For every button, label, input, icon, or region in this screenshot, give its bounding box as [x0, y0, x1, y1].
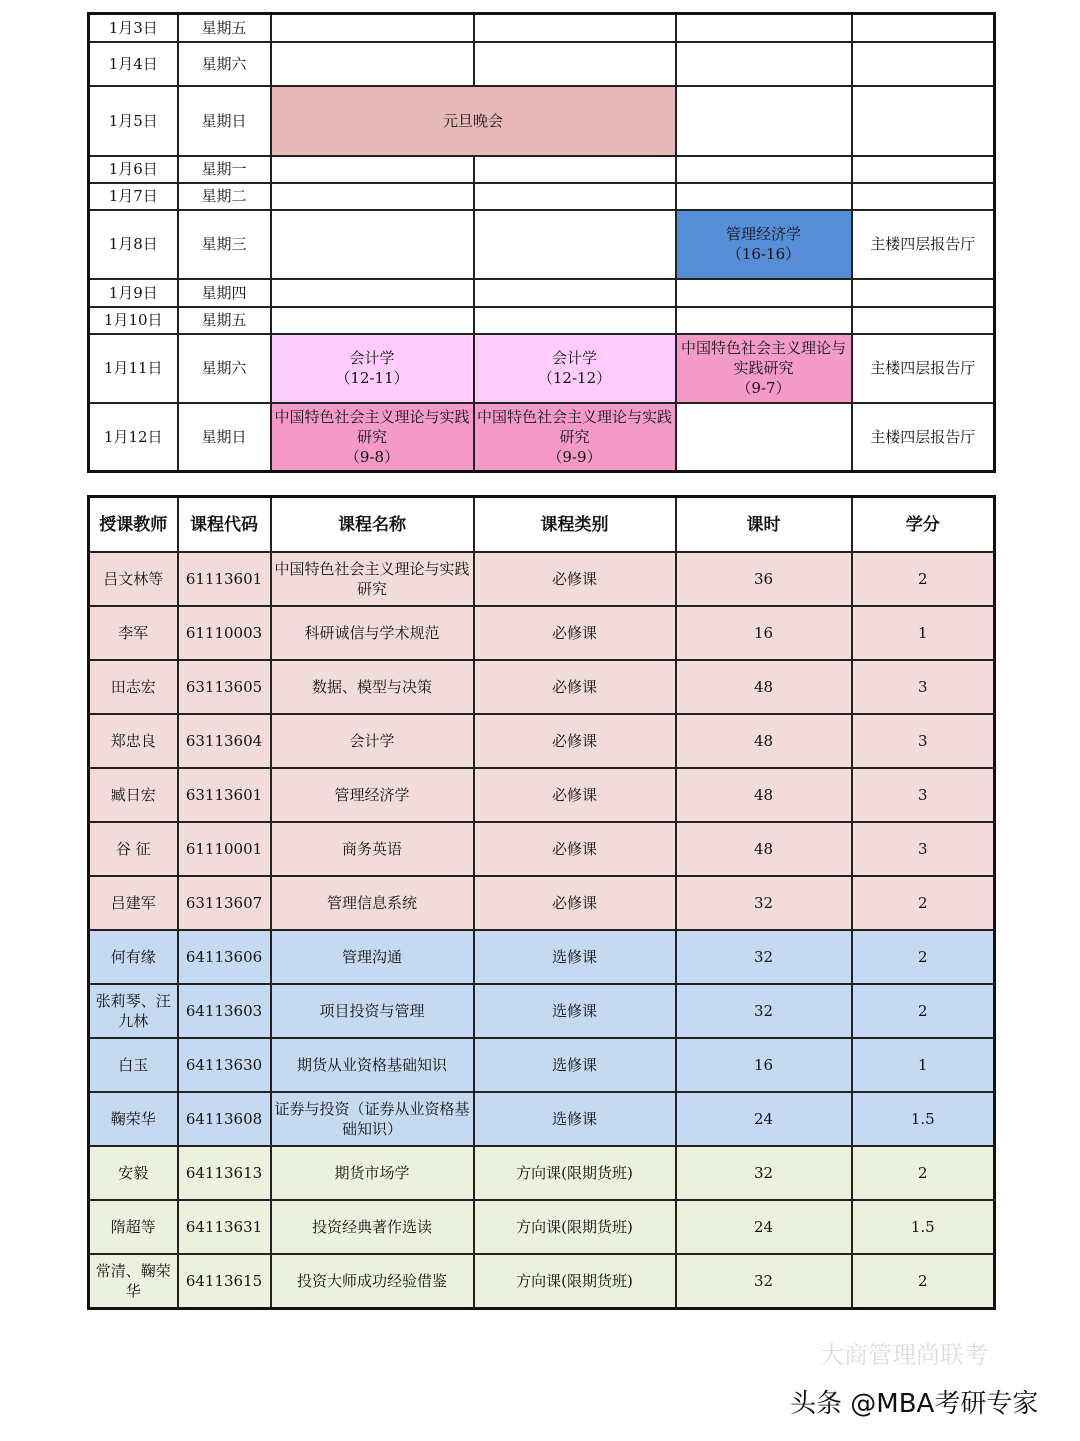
- session-1-cell-session: （12-11）: [335, 369, 409, 387]
- code-cell: 64113606: [178, 930, 271, 984]
- teacher-cell: 隋超等: [89, 1200, 178, 1254]
- teacher-cell: 张莉琴、汪九林: [89, 984, 178, 1038]
- category-cell: 选修课: [474, 984, 676, 1038]
- room-cell: [852, 334, 995, 403]
- date-cell: [89, 183, 178, 210]
- hours-cell: 24: [676, 1092, 852, 1146]
- course-name-cell: 期货从业资格基础知识: [271, 1038, 474, 1092]
- room-cell-text: 主楼四层报告厅: [870, 235, 976, 253]
- session-3-cell: [676, 279, 852, 307]
- hours-cell: 32: [676, 876, 852, 930]
- weekday-cell-text: 星期日: [201, 111, 247, 130]
- session-2-cell-text: 中国特色社会主义理论与实践研究: [476, 407, 672, 446]
- course-name-cell: 管理沟通: [271, 930, 474, 984]
- credits-cell: 3: [852, 714, 995, 768]
- schedule-row: [89, 14, 995, 42]
- session-2-cell-session: （12-12）: [537, 369, 612, 387]
- session-3-cell: [676, 14, 852, 42]
- credits-cell: 2: [852, 984, 995, 1038]
- teacher-cell: 谷 征: [89, 822, 178, 876]
- session-2-cell: [474, 42, 676, 86]
- weekday-cell: [178, 334, 271, 403]
- schedule-row: [89, 183, 995, 210]
- room-cell-text: 主楼四层报告厅: [870, 427, 976, 446]
- hours-cell: 16: [676, 606, 852, 660]
- session-1-cell-text: 会计学: [349, 349, 395, 367]
- session-1-cell: [271, 14, 474, 42]
- category-cell: 方向课(限期货班): [474, 1146, 676, 1200]
- category-cell: 必修课: [474, 768, 676, 822]
- session-1-cell: [271, 210, 474, 279]
- table-row: [89, 822, 995, 876]
- course-name-cell: 中国特色社会主义理论与实践研究: [271, 552, 474, 606]
- session-1-cell: [271, 42, 474, 86]
- weekday-cell-text: 星期六: [201, 359, 247, 377]
- hours-cell: 16: [676, 1038, 852, 1092]
- schedule-row: [89, 42, 995, 86]
- code-cell: 64113608: [178, 1092, 271, 1146]
- weekday-cell-text: 星期五: [201, 311, 247, 329]
- schedule-row: [89, 156, 995, 183]
- category-cell: 必修课: [474, 552, 676, 606]
- column-header: 授课教师: [89, 497, 178, 553]
- room-cell: [852, 279, 995, 307]
- credits-cell: 1.5: [852, 1092, 995, 1146]
- course-name-cell: 科研诚信与学术规范: [271, 606, 474, 660]
- hours-cell: 24: [676, 1200, 852, 1254]
- category-cell: 必修课: [474, 822, 676, 876]
- date-cell: [89, 86, 178, 156]
- category-cell: 必修课: [474, 660, 676, 714]
- session-3-cell-text: 中国特色社会主义理论与实践研究: [680, 339, 846, 377]
- schedule-row: [89, 86, 995, 156]
- date-cell: [89, 14, 178, 42]
- code-cell: 64113630: [178, 1038, 271, 1092]
- date-cell-text: 1月5日: [108, 111, 158, 130]
- hours-cell: 32: [676, 1254, 852, 1309]
- credits-cell: 2: [852, 876, 995, 930]
- code-cell: 63113607: [178, 876, 271, 930]
- date-cell-text: 1月4日: [108, 54, 158, 73]
- code-cell: 64113613: [178, 1146, 271, 1200]
- date-cell-text: 1月12日: [103, 427, 163, 446]
- course-name-cell: 期货市场学: [271, 1146, 474, 1200]
- room-cell: [852, 156, 995, 183]
- date-cell-text: 1月9日: [108, 283, 158, 302]
- room-cell: [852, 86, 995, 156]
- date-cell: [89, 156, 178, 183]
- room-cell: [852, 403, 995, 472]
- category-cell: 选修课: [474, 930, 676, 984]
- weekday-cell-text: 星期六: [201, 54, 247, 73]
- session-1-cell: [271, 156, 474, 183]
- session-1-cell: [271, 279, 474, 307]
- hours-cell: 32: [676, 930, 852, 984]
- event-cell-text: 元旦晚会: [442, 111, 503, 130]
- course-name-cell: 投资大师成功经验借鉴: [271, 1254, 474, 1309]
- session-2-cell: [474, 334, 676, 403]
- hours-cell: 32: [676, 984, 852, 1038]
- room-cell: [852, 307, 995, 334]
- date-cell-text: 1月6日: [108, 160, 158, 178]
- column-header: 课时: [676, 497, 852, 553]
- weekday-cell: [178, 42, 271, 86]
- teacher-cell: 吕文林等: [89, 552, 178, 606]
- date-cell: [89, 334, 178, 403]
- header-row: [89, 497, 995, 553]
- schedule-row: [89, 307, 995, 334]
- course-name-cell: 管理信息系统: [271, 876, 474, 930]
- session-3-cell: [676, 42, 852, 86]
- table-row: [89, 1092, 995, 1146]
- weekday-cell-text: 星期二: [201, 187, 247, 205]
- credits-cell: 1: [852, 1038, 995, 1092]
- date-cell: [89, 42, 178, 86]
- course-name-cell: 项目投资与管理: [271, 984, 474, 1038]
- code-cell: 63113601: [178, 768, 271, 822]
- code-cell: 61110003: [178, 606, 271, 660]
- category-cell: 必修课: [474, 714, 676, 768]
- session-3-cell-text: 管理经济学: [725, 225, 801, 243]
- hours-cell: 48: [676, 822, 852, 876]
- session-2-cell: [474, 403, 676, 472]
- teacher-cell: 吕建军: [89, 876, 178, 930]
- room-cell: [852, 183, 995, 210]
- code-cell: 64113603: [178, 984, 271, 1038]
- session-1-cell: [271, 334, 474, 403]
- hours-cell: 32: [676, 1146, 852, 1200]
- column-header: 课程名称: [271, 497, 474, 553]
- session-2-cell: [474, 183, 676, 210]
- teacher-cell: 白玉: [89, 1038, 178, 1092]
- weekday-cell-text: 星期一: [201, 160, 247, 178]
- hours-cell: 48: [676, 768, 852, 822]
- category-cell: 方向课(限期货班): [474, 1254, 676, 1309]
- teacher-cell: 常清、鞠荣华: [89, 1254, 178, 1309]
- table-row: [89, 714, 995, 768]
- category-cell: 必修课: [474, 876, 676, 930]
- table-row: [89, 660, 995, 714]
- teacher-cell: 安毅: [89, 1146, 178, 1200]
- session-1-cell-text: 中国特色社会主义理论与实践研究: [274, 407, 470, 446]
- credits-cell: 2: [852, 1254, 995, 1309]
- table-row: [89, 1146, 995, 1200]
- course-name-cell: 数据、模型与决策: [271, 660, 474, 714]
- teacher-cell: 何有缘: [89, 930, 178, 984]
- category-cell: 选修课: [474, 1038, 676, 1092]
- session-2-cell: [474, 210, 676, 279]
- table-row: [89, 1200, 995, 1254]
- session-1-cell: [271, 403, 474, 472]
- credits-cell: 2: [852, 930, 995, 984]
- date-cell-text: 1月7日: [108, 187, 158, 205]
- category-cell: 选修课: [474, 1092, 676, 1146]
- schedule-row: [89, 210, 995, 279]
- session-2-cell: [474, 14, 676, 42]
- weekday-cell: [178, 156, 271, 183]
- session-2-cell: [474, 279, 676, 307]
- schedule-row: [89, 334, 995, 403]
- room-cell: [852, 210, 995, 279]
- weekday-cell: [178, 403, 271, 472]
- course-table: [87, 495, 996, 1310]
- room-cell: [852, 14, 995, 42]
- table-row: [89, 876, 995, 930]
- session-3-cell-session: （16-16）: [726, 245, 801, 263]
- table-row: [89, 1038, 995, 1092]
- session-3-cell: [676, 403, 852, 472]
- session-1-cell-session: （9-8）: [344, 447, 400, 466]
- teacher-cell: 鞠荣华: [89, 1092, 178, 1146]
- credits-cell: 1: [852, 606, 995, 660]
- session-3-cell: [676, 210, 852, 279]
- schedule-row: [89, 279, 995, 307]
- code-cell: 64113631: [178, 1200, 271, 1254]
- table-row: [89, 606, 995, 660]
- course-name-cell: 证券与投资（证券从业资格基础知识）: [271, 1092, 474, 1146]
- credits-cell: 2: [852, 1146, 995, 1200]
- course-name-cell: 商务英语: [271, 822, 474, 876]
- schedule-row: [89, 403, 995, 472]
- table-row: [89, 768, 995, 822]
- session-3-cell: [676, 183, 852, 210]
- date-cell: [89, 403, 178, 472]
- code-cell: 61110001: [178, 822, 271, 876]
- weekday-cell-text: 星期日: [201, 427, 247, 446]
- code-cell: 63113605: [178, 660, 271, 714]
- weekday-cell-text: 星期五: [201, 18, 247, 37]
- table-row: [89, 1254, 995, 1309]
- room-cell-text: 主楼四层报告厅: [870, 359, 976, 377]
- session-3-cell: [676, 86, 852, 156]
- room-cell: [852, 42, 995, 86]
- weekday-cell: [178, 14, 271, 42]
- date-cell: [89, 210, 178, 279]
- session-2-cell-session: （9-9）: [547, 447, 602, 466]
- teacher-cell: 田志宏: [89, 660, 178, 714]
- date-cell-text: 1月11日: [103, 359, 163, 377]
- table-row: [89, 552, 995, 606]
- category-cell: 必修课: [474, 606, 676, 660]
- date-cell-text: 1月8日: [108, 235, 158, 253]
- credits-cell: 3: [852, 660, 995, 714]
- teacher-cell: 臧日宏: [89, 768, 178, 822]
- code-cell: 64113615: [178, 1254, 271, 1309]
- credits-cell: 3: [852, 768, 995, 822]
- session-1-cell: [271, 183, 474, 210]
- session-3-cell: [676, 334, 852, 403]
- date-cell-text: 1月10日: [103, 311, 163, 329]
- weekday-cell-text: 星期三: [201, 235, 247, 253]
- session-1-cell: [271, 307, 474, 334]
- credits-cell: 1.5: [852, 1200, 995, 1254]
- hours-cell: 48: [676, 714, 852, 768]
- teacher-cell: 郑忠良: [89, 714, 178, 768]
- course-name-cell: 投资经典著作选读: [271, 1200, 474, 1254]
- date-cell: [89, 279, 178, 307]
- hours-cell: 36: [676, 552, 852, 606]
- course-name-cell: 管理经济学: [271, 768, 474, 822]
- hours-cell: 48: [676, 660, 852, 714]
- code-cell: 63113604: [178, 714, 271, 768]
- date-cell-text: 1月3日: [108, 18, 158, 37]
- session-3-cell: [676, 307, 852, 334]
- schedule-table: [87, 12, 996, 473]
- session-2-cell: [474, 156, 676, 183]
- weekday-cell: [178, 307, 271, 334]
- event-cell: [271, 86, 676, 156]
- session-2-cell-text: 会计学: [551, 349, 597, 367]
- weekday-cell: [178, 279, 271, 307]
- date-cell: [89, 307, 178, 334]
- watermark: 头条 @MBA考研专家: [790, 1389, 1039, 1419]
- code-cell: 61113601: [178, 552, 271, 606]
- session-3-cell-session: （9-7）: [736, 379, 791, 397]
- teacher-cell: 李军: [89, 606, 178, 660]
- session-2-cell: [474, 307, 676, 334]
- column-header: 课程类别: [474, 497, 676, 553]
- column-header: 课程代码: [178, 497, 271, 553]
- weekday-cell-text: 星期四: [201, 283, 247, 302]
- session-3-cell: [676, 156, 852, 183]
- table-row: [89, 930, 995, 984]
- table-row: [89, 984, 995, 1038]
- weekday-cell: [178, 210, 271, 279]
- weekday-cell: [178, 183, 271, 210]
- credits-cell: 2: [852, 552, 995, 606]
- credits-cell: 3: [852, 822, 995, 876]
- column-header: 学分: [852, 497, 995, 553]
- category-cell: 方向课(限期货班): [474, 1200, 676, 1254]
- weekday-cell: [178, 86, 271, 156]
- course-name-cell: 会计学: [271, 714, 474, 768]
- faint-watermark: 大商管理尚联考: [820, 1341, 988, 1369]
